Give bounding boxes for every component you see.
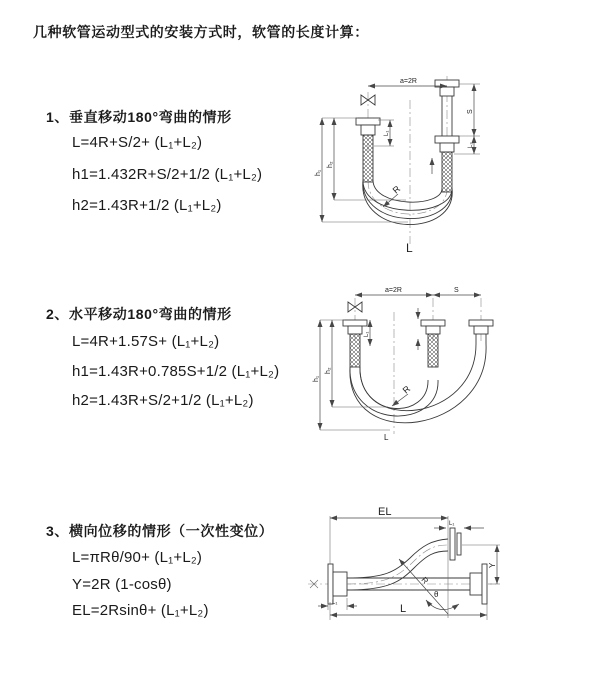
- dim-label-h2: h₂: [325, 367, 332, 374]
- section-1-formula-h2: h2=1.43R+1/2 (L₁+L₂): [72, 197, 222, 214]
- top-flange-plate: [450, 528, 455, 560]
- section-3-formula-EL: EL=2Rsinθ+ (L₁+L₂): [72, 602, 209, 619]
- left-flange: [343, 320, 367, 326]
- section-1-formula-L: L=4R+S/2+ (L₁+L₂): [72, 134, 203, 151]
- left-flange-hub: [361, 125, 375, 135]
- radius-label: R: [400, 383, 413, 396]
- dim-label-l1: L₁: [364, 331, 370, 337]
- section-1-formula-h1: h1=1.432R+S/2+1/2 (L₁+L₂): [72, 166, 263, 183]
- diagram-lateral-displacement: [300, 502, 600, 654]
- right-flange-plate: [482, 564, 487, 604]
- right-flange: [469, 320, 493, 326]
- dim-label-l1-top: L₁: [449, 521, 455, 527]
- left-braided-hose: [363, 135, 373, 182]
- dim-label-a2r: a=2R: [385, 287, 402, 294]
- right-lower-flange-hub: [440, 143, 454, 152]
- page-title: 几种软管运动型式的安装方式时，软管的长度计算：: [33, 24, 369, 40]
- dim-label-s: S: [454, 287, 459, 294]
- left-braided-hose: [350, 334, 360, 367]
- dim-label-l1-bottom: L₁: [332, 600, 338, 606]
- radius-leader: [392, 394, 408, 406]
- right-flange-hub: [470, 573, 482, 595]
- section-3-heading: 3、横向位移的情形（一次性变位）: [46, 523, 274, 539]
- right-flange-hub: [474, 326, 488, 334]
- hose-arc: [373, 180, 442, 202]
- length-label: L: [384, 433, 389, 442]
- dim-label-l2: L₂: [468, 142, 474, 148]
- section-2-heading: 2、水平移动180°弯曲的情形: [46, 306, 232, 322]
- mid-braided-hose: [428, 334, 438, 367]
- left-flange-hub: [348, 326, 362, 334]
- diagram-vertical-180-bend: [312, 72, 600, 262]
- section-1-heading: 1、垂直移动180°弯曲的情形: [46, 109, 232, 125]
- dim-label-h2: h₂: [327, 161, 334, 168]
- section-3-formula-Y: Y=2R (1-cosθ): [72, 576, 172, 593]
- dim-label-l1: L₁: [384, 130, 390, 136]
- section-3-formula-L: L=πRθ/90+ (L₁+L₂): [72, 549, 203, 566]
- section-2-formula-h2: h2=1.43R+S/2+1/2 (L₁+L₂): [72, 392, 254, 409]
- radius-line: [399, 559, 448, 614]
- hose-scurve-wall: [347, 539, 448, 578]
- section-2-formula-h1: h1=1.43R+0.785S+1/2 (L₁+L₂): [72, 363, 280, 380]
- diagram-horizontal-180-bend: [308, 282, 600, 462]
- mid-flange-hub: [426, 326, 440, 334]
- right-upper-flange-hub: [440, 87, 454, 96]
- top-flange-plate2: [457, 533, 461, 555]
- dim-label-h1: h₁: [315, 169, 322, 176]
- length-label: L: [406, 241, 413, 255]
- right-lower-flange: [435, 136, 459, 143]
- hose-arc: [360, 344, 476, 411]
- section-2-formula-L: L=4R+1.57S+ (L₁+L₂): [72, 333, 220, 350]
- dim-label-h1: h₁: [313, 375, 320, 382]
- hose-arc: [363, 180, 452, 219]
- dim-label-el: EL: [378, 506, 392, 518]
- hose-centerline: [368, 180, 447, 214]
- mid-flange: [421, 320, 445, 326]
- dim-label-s: S: [467, 109, 474, 114]
- angle-label: θ: [434, 590, 439, 599]
- radius-label: R: [390, 183, 403, 196]
- radius-label: R: [419, 575, 431, 586]
- hose-arc: [350, 344, 486, 423]
- left-flange-plate: [328, 564, 333, 604]
- right-braided-hose: [442, 152, 452, 192]
- left-flange-hub: [333, 572, 347, 596]
- dim-label-a2r: a=2R: [400, 78, 417, 85]
- dim-label-l: L: [400, 603, 407, 615]
- left-flange: [356, 118, 380, 125]
- dim-label-y: Y: [488, 562, 497, 568]
